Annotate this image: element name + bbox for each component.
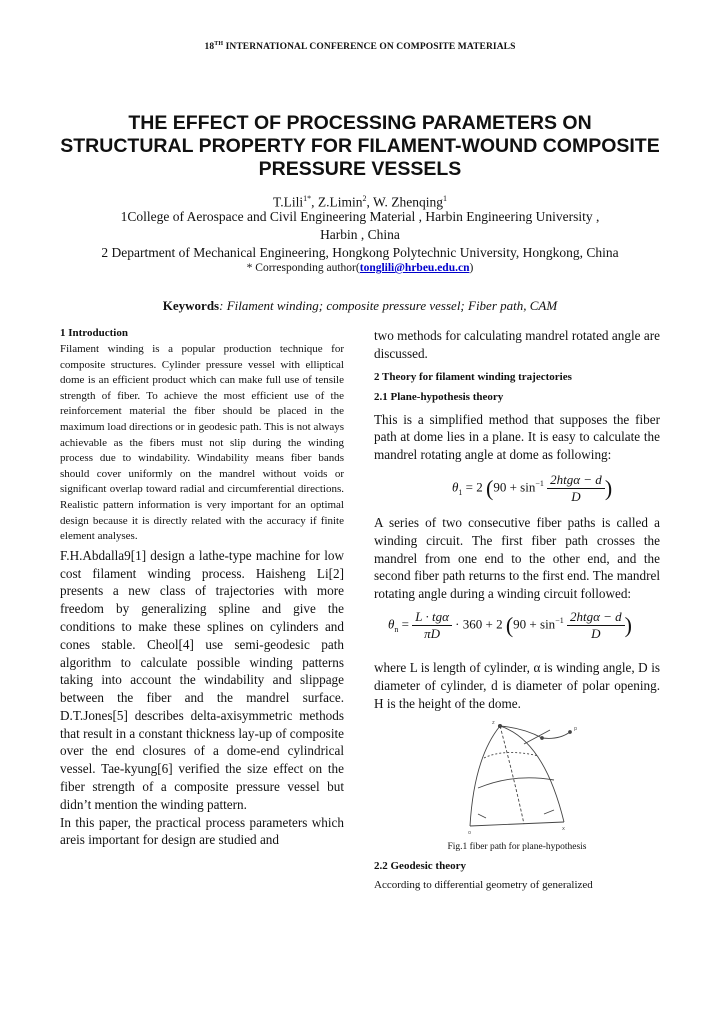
fiber-path-diagram: [374, 718, 660, 838]
section-heading-theory: 2 Theory for filament winding trajectories: [374, 370, 572, 383]
intro-paragraph-1: Filament winding is a popular production technique for composite structures. Cylinder pressure vessel with elliptical dome is an efficient product which can make full use of tensile strength of fiber. To achieve the most efficient use of the reinforcement material the fiber should be placed in the maximum load directions or in geodesic path. This is not always achievable as the fibers must not slip during the winding process due to windability. Windability means fiber bands should cover uniformly on the mandrel without voids or significant overlap toward radial and circumferential directions. Realistic pattern information is very important for an optimal design because it is directly related with the accuracy if finite element analyses.: [60, 343, 344, 543]
keywords-line: Keywords: Filament winding; composite pressure vessel; Fiber path, CAM: [162, 298, 558, 313]
svg-text:x: x: [562, 826, 565, 833]
left-column: [60, 327, 344, 849]
section-heading-geodesic: 2.2 Geodesic theory: [374, 860, 466, 873]
intro-paragraph-3: In this paper, the practical process parameters which areis important for design are studied and: [60, 814, 344, 848]
winding-circuit-paragraph: A series of two consecutive fiber paths is called a winding circuit. The first fiber path crosses the mandrel from one end to the other end, and the second fiber path returns to the first end. The mandrel rotating angle during a winding circuit followed:: [374, 514, 660, 602]
section-heading-introduction: 1 Introduction: [60, 327, 128, 339]
equation-2: $\theta_n$ = $\frac{\text{L · tgα}}{\pi D}$ · 360 + 2 ($90 + \sin^{-1}$ $\frac{\text{2htgα − d}}{D}$ ): [388, 608, 632, 641]
figure-1-caption: Fig.1 fiber path for plane-hypothesis: [447, 842, 587, 853]
variable-definitions-paragraph: where L is length of cylinder, α is winding angle, D is diameter of cylinder, d is diameter of polar opening. H is the height of the dome.: [374, 659, 660, 711]
equation-1: $\theta_1 = 2$ ($90 + \sin^{-1}$ $\frac{\text{2htgα − d}}{D}$ ): [452, 471, 613, 504]
email-link[interactable]: tonglili@hrbeu.edu.cn: [359, 262, 470, 274]
plane-hypothesis-paragraph: This is a simplified method that supposes the fiber path at dome lies in a plane. It is easy to calculate the mandrel rotating angle at dome as following:: [374, 411, 660, 463]
section-heading-plane-hypothesis: 2.1 Plane-hypothesis theory: [374, 390, 504, 403]
svg-text:o: o: [468, 830, 472, 837]
paper-title: THE EFFECT OF PROCESSING PARAMETERS ON STRUCTURAL PROPERTY FOR FILAMENT-WOUND COMPOSITE PRESSURE VESSELS: [60, 112, 660, 180]
corresponding-author: * Corresponding author(tonglili@hrbeu.edu.cn): [246, 262, 474, 274]
geodesic-paragraph: According to differential geometry of generalized: [374, 879, 593, 892]
affiliation-1: 1College of Aerospace and Civil Engineering Material , Harbin Engineering University , Harbin , China: [120, 209, 600, 242]
continuation-paragraph: two methods for calculating mandrel rotated angle are discussed.: [374, 328, 660, 361]
affiliation-2: 2 Department of Mechanical Engineering, Hongkong Polytechnic University, Hongkong, China: [101, 245, 619, 260]
intro-paragraph-2: F.H.Abdalla9[1] design a lathe-type machine for low cost filament winding process. Haisheng Li[2] presents a new class of trajectories with more freedom by generalizing spline and give the conditions to make these splines on cylinders and cones stable. Cheol[4] use semi-geodesic path algorithm to calculate possible winding patterns taking into account the windability and slippage between the fiber and the mandrel surface. D.T.Jones[5] describes delta-axisymmetric methods that result in a constant thickness lay-up of composite over the end closures of a dome-end cylindrical vessel. Tae-kyung[6] verified the size effect on the fiber strength of a composite pressure vessel but didn’t mention the winding pattern.: [60, 547, 344, 812]
conference-header: 18TH INTERNATIONAL CONFERENCE ON COMPOSITE MATERIALS: [204, 41, 516, 53]
right-column: [374, 327, 660, 894]
figure-1: [374, 718, 660, 838]
svg-text:z: z: [492, 720, 495, 727]
svg-text:p: p: [574, 726, 578, 733]
author-list: T.Lili$^{1*}$, Z.Limin$^2$, W. Zhenqing$^1$: [273, 194, 447, 210]
